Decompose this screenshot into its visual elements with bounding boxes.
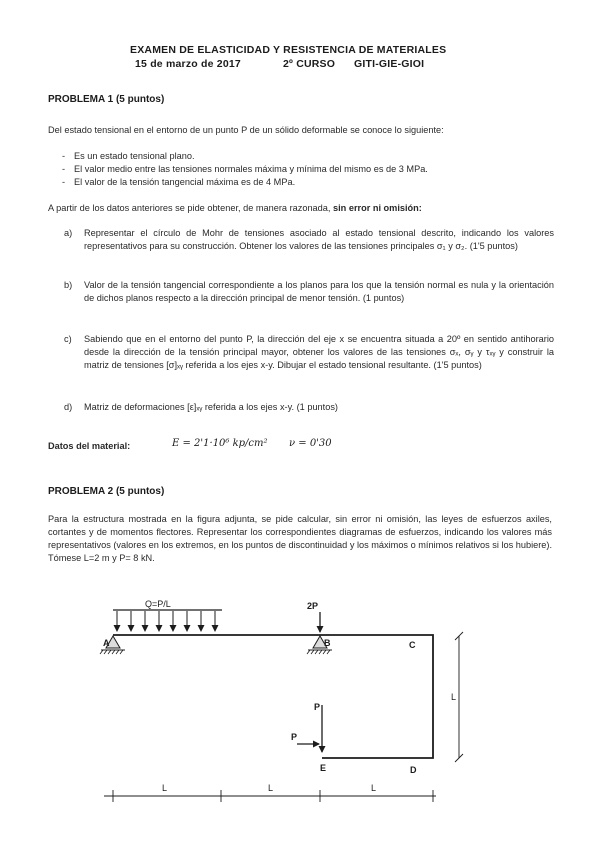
item-text: Valor de la tensión tangencial correspondiente a los planos para los que la tensión normal es nula y la orientación de dichos planos respecto a la dirección principal de menor tensión. (1 puntos) xyxy=(84,280,554,303)
node-e-label: E xyxy=(320,763,327,773)
exam-course: 2º CURSO xyxy=(283,58,336,70)
problem1-title: PROBLEMA 1 (5 puntos) xyxy=(48,94,165,105)
dimension-bottom-label: L xyxy=(162,783,168,793)
item-label: a) xyxy=(64,228,73,238)
material-poisson: ν = 0'30 xyxy=(289,438,332,449)
force-p-vertical-label: P xyxy=(314,702,321,712)
dimension-right-label: L xyxy=(451,692,457,702)
force-2p-label: 2P xyxy=(307,601,319,611)
dimension-bottom-label: L xyxy=(268,783,274,793)
item-text: Matriz de deformaciones [ε]ₓᵧ referida a los ejes x-y. (1 puntos) xyxy=(84,402,338,412)
dimension-right xyxy=(455,632,463,762)
list-item: - El valor de la tensión tangencial máxima es de 4 MPa. xyxy=(48,176,552,189)
item-label: d) xyxy=(64,402,73,412)
problem1-intro: Del estado tensional en el entorno de un punto P de un sólido deformable se conoce lo siguiente: xyxy=(48,125,444,135)
force-p-horizontal-label: P xyxy=(291,732,298,742)
list-item: - Es un estado tensional plano. xyxy=(48,150,552,163)
problem2-title: PROBLEMA 2 (5 puntos) xyxy=(48,486,165,497)
node-b-label: B xyxy=(324,638,331,648)
problem1-ask-prefix: A partir de los datos anteriores se pide obtener, de manera razonada, xyxy=(48,203,331,213)
item-label: c) xyxy=(64,334,72,344)
node-c-label: C xyxy=(409,640,416,650)
item-text: Representar el círculo de Mohr de tensiones asociado al estado tensional descrito, indicando los valores representativos para su construcción. Obtener los valores de las tensiones principales σ₁ y σ₂. (1'5 puntos) xyxy=(84,228,554,251)
list-item: - El valor medio entre las tensiones normales máxima y mínima del mismo es de 3 MPa. xyxy=(48,163,552,176)
distributed-load xyxy=(113,610,222,631)
node-a-label: A xyxy=(103,638,110,648)
exam-date: 15 de marzo de 2017 xyxy=(135,58,241,70)
node-d-label: D xyxy=(410,765,417,775)
frame-members xyxy=(113,635,433,758)
exam-degrees: GITI-GIE-GIOI xyxy=(354,58,425,70)
material-label: Datos del material: xyxy=(48,441,131,451)
load-label: Q=P/L xyxy=(145,599,171,609)
item-text: Sabiendo que en el entorno del punto P, la dirección del eje x se encuentra situada a 20º en sentido antihorario desde la dirección de la tensión principal mayor, obtener los valores de las tensiones σₓ, σᵧ y τₓᵧ y construir la matriz de tensiones [σ]ₓᵧ referida a los ejes x-y. Dibujar el estado tensional resultante. (1'5 puntos) xyxy=(84,334,554,370)
problem1-ask-bold: sin error ni omisión: xyxy=(333,203,422,213)
problem2-statement: Para la estructura mostrada en la figura adjunta, se pide calcular, sin error ni omisión, las leyes de esfuerzos axiles, cortantes y de momentos flectores. Representar los correspondientes diagramas de esfuerzos, indicando los valores más representativos (valores en los extremos, en los puntos de discontinuidad y los máximos o mínimos relativos si los hubiere). Tómese L=2 m y P= 8 kN. xyxy=(48,514,553,563)
dimension-bottom-label: L xyxy=(371,783,377,793)
material-young-modulus: E = 2'1·10⁶ kp/cm² xyxy=(172,438,268,449)
exam-title: EXAMEN DE ELASTICIDAD Y RESISTENCIA DE MATERIALES xyxy=(130,44,447,56)
item-label: b) xyxy=(64,280,73,290)
